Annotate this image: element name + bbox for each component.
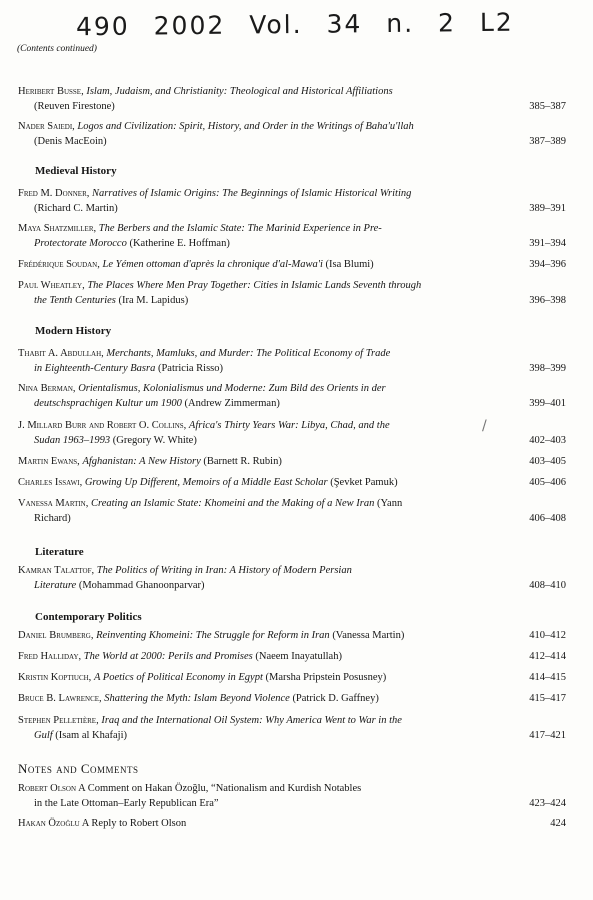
toc-entry (18, 563, 580, 593)
entry-line (18, 381, 580, 396)
entry-line (18, 84, 580, 99)
entry-reviewer: (Şevket Pamuk) (330, 477, 398, 488)
section-heading: Notes and Comments (18, 761, 139, 776)
entry-title: Shattering the Myth: Islam Beyond Violence (104, 693, 290, 704)
entry-title: A Reply to Robert Olson (81, 818, 187, 829)
handwritten-annotation: 490 2002 Vol. 34 n. 2 L2 (75, 7, 514, 42)
entry-title: Orientalismus, Kolonialismus und Moderne: Zum Bild des Orients in der (78, 383, 386, 394)
entry-line (18, 454, 580, 469)
toc-entry (18, 221, 580, 251)
entry-title-cont: Sudan 1963–1993 (34, 435, 111, 446)
pencil-mark: / (482, 418, 487, 434)
entry-author: Vanessa Martin, (18, 498, 89, 509)
entry-title-cont: Gulf (34, 730, 53, 741)
entry-pages: 406–408 (529, 513, 566, 524)
entry-line (18, 691, 580, 706)
entry-reviewer: (Ira M. Lapidus) (118, 295, 189, 306)
entry-title-cont: in Eighteenth-Century Basra (34, 363, 156, 374)
section-heading: Literature (35, 546, 84, 558)
entry-reviewer: (Yann (377, 498, 403, 509)
toc-entry (18, 691, 580, 706)
entry-author: Daniel Brumberg, (18, 630, 94, 641)
entry-line (18, 816, 580, 831)
entry-title: Narratives of Islamic Origins: The Beginnings of Islamic Historical Writing (92, 188, 412, 199)
entry-reviewer: (Vanessa Martin) (332, 630, 405, 641)
entry-reviewer: (Marsha Pripstein Posusney) (265, 672, 387, 683)
entry-line (18, 649, 580, 664)
entry-line-2 (18, 201, 580, 216)
entry-line (18, 563, 580, 578)
entry-pages: 424 (550, 818, 566, 829)
entry-pages: 385–387 (529, 101, 566, 112)
toc-entry (18, 346, 580, 376)
entry-pages: 387–389 (529, 136, 566, 147)
entry-author: Frédérique Soudan, (18, 259, 100, 270)
entry-author: Hakan Özoğlu (18, 818, 80, 829)
entry-reviewer: (Naeem Inayatullah) (255, 651, 342, 662)
entry-title: Growing Up Different, Memoirs of a Middle East Scholar (84, 477, 328, 488)
entry-title: Creating an Islamic State: Khomeini and the Making of a New Iran (91, 498, 375, 509)
entry-pages: 403–405 (529, 456, 566, 467)
entry-pages: 391–394 (529, 238, 566, 249)
entry-pages: 398–399 (529, 363, 566, 374)
entry-line (18, 186, 580, 201)
entry-line (18, 418, 580, 433)
entry-pages: 402–403 (529, 435, 566, 446)
entry-author: Fred Halliday, (18, 651, 82, 662)
entry-line (18, 781, 580, 796)
toc-entry (18, 713, 580, 743)
entry-title: Merchants, Mamluks, and Murder: The Political Economy of Trade (106, 348, 391, 359)
entry-reviewer: (Gregory W. White) (112, 435, 197, 446)
entry-line (18, 221, 580, 236)
toc-entry (18, 475, 580, 490)
toc-entry (18, 649, 580, 664)
entry-title: The Politics of Writing in Iran: A History of Modern Persian (96, 565, 352, 576)
entry-title: Reinventing Khomeini: The Struggle for Reform in Iran (96, 630, 330, 641)
entry-pages: 405–406 (529, 477, 566, 488)
entry-line-2: in the Late Ottoman–Early Republican Era” (34, 798, 219, 809)
entry-author: Kristin Koptiuch, (18, 672, 92, 683)
entry-title: The Places Where Men Pray Together: Cities in Islamic Lands Seventh through (87, 280, 422, 291)
toc-entry (18, 257, 580, 272)
entry-title-cont: Literature (34, 580, 77, 591)
entry-line-2 (18, 728, 580, 743)
toc-entry (18, 381, 580, 411)
entry-line (18, 119, 580, 134)
entry-pages: 423–424 (529, 798, 566, 809)
entry-line-2 (18, 578, 580, 593)
entry-line (18, 257, 580, 272)
entry-line (18, 713, 580, 728)
entry-pages: 399–401 (529, 398, 566, 409)
entry-line (18, 475, 580, 490)
entry-line (18, 278, 580, 293)
entry-reviewer: (Reuven Firestone) (34, 101, 115, 112)
section-heading: Medieval History (35, 165, 117, 177)
entry-line-2 (18, 433, 580, 448)
entry-author: Bruce B. Lawrence, (18, 693, 102, 704)
entry-title: The World at 2000: Perils and Promises (83, 651, 253, 662)
toc-entry (18, 781, 580, 811)
section-heading: Contemporary Politics (35, 611, 142, 623)
entry-pages: 417–421 (529, 730, 566, 741)
entry-author: Fred M. Donner, (18, 188, 90, 199)
entry-author: Heribert Busse, (18, 86, 84, 97)
entry-pages: 414–415 (529, 672, 566, 683)
entry-author: J. Millard Burr and Robert O. Collins, (18, 420, 187, 431)
contents-continued-label: (Contents continued) (17, 44, 97, 54)
entry-title: Le Yémen ottoman d'après la chronique d'al-Mawa'i (102, 259, 323, 270)
entry-title: Iraq and the International Oil System: Why America Went to War in the (101, 715, 402, 726)
toc-entry (18, 278, 580, 308)
entry-pages: 410–412 (529, 630, 566, 641)
entry-line (18, 346, 580, 361)
entry-author: Paul Wheatley, (18, 280, 85, 291)
toc-entry (18, 186, 580, 216)
entry-title: A Comment on Hakan Özoğlu, “Nationalism and Kurdish Notables (78, 783, 362, 794)
entry-title: A Poetics of Political Economy in Egypt (93, 672, 263, 683)
entry-title: Logos and Civilization: Spirit, History, and Order in the Writings of Baha'u'llah (77, 121, 414, 132)
entry-title: Africa's Thirty Years War: Libya, Chad, and the (188, 420, 390, 431)
entry-line-2 (18, 511, 580, 526)
entry-reviewer: (Patrick D. Gaffney) (292, 693, 379, 704)
entry-author: Nader Saiedi, (18, 121, 75, 132)
toc-entry (18, 454, 580, 469)
entry-reviewer: (Andrew Zimmerman) (184, 398, 280, 409)
entry-line-2 (18, 236, 580, 251)
entry-title: The Berbers and the Islamic State: The Marinid Experience in Pre- (98, 223, 382, 234)
entry-author: Robert Olson (18, 783, 77, 794)
entry-pages: 408–410 (529, 580, 566, 591)
entry-pages: 389–391 (529, 203, 566, 214)
entry-line (18, 496, 580, 511)
entry-author: Charles Issawi, (18, 477, 83, 488)
entry-line-2 (18, 396, 580, 411)
entry-title: Islam, Judaism, and Christianity: Theological and Historical Affiliations (86, 86, 393, 97)
entry-reviewer: (Isam al Khafaji) (55, 730, 128, 741)
entry-title: Afghanistan: A New History (82, 456, 201, 467)
entry-author: Nina Berman, (18, 383, 76, 394)
section-heading: Modern History (35, 325, 112, 337)
entry-reviewer: (Isa Blumi) (325, 259, 374, 270)
entry-line-2 (18, 293, 580, 308)
entry-author: Thabit A. Abdullah, (18, 348, 104, 359)
entry-reviewer-cont: Richard) (34, 513, 71, 524)
entry-author: Stephen Pelletière, (18, 715, 99, 726)
entry-reviewer: (Patricia Risso) (157, 363, 223, 374)
entry-line (18, 628, 580, 643)
entry-line-2 (18, 134, 580, 149)
entry-reviewer: (Richard C. Martin) (34, 203, 118, 214)
entry-title-cont: Protectorate Morocco (34, 238, 127, 249)
toc-entry (18, 816, 580, 831)
entry-reviewer: (Katherine E. Hoffman) (129, 238, 230, 249)
entry-reviewer: (Mohammad Ghanoonparvar) (78, 580, 205, 591)
entry-pages: 394–396 (529, 259, 566, 270)
entry-author: Maya Shatzmiller, (18, 223, 97, 234)
toc-entry (18, 628, 580, 643)
entry-pages: 396–398 (529, 295, 566, 306)
toc-entry (18, 418, 580, 448)
entry-line-2 (18, 99, 580, 114)
entry-author: Kamran Talattof, (18, 565, 95, 576)
toc-entry (18, 670, 580, 685)
entry-line (18, 670, 580, 685)
entry-title-cont: the Tenth Centuries (34, 295, 116, 306)
entry-reviewer: (Barnett R. Rubin) (203, 456, 282, 467)
entry-title-cont: deutschsprachigen Kultur um 1900 (34, 398, 182, 409)
toc-entry (18, 84, 580, 114)
entry-reviewer: (Denis MacEoin) (34, 136, 107, 147)
toc-entry (18, 496, 580, 526)
entry-author: Martin Ewans, (18, 456, 80, 467)
entry-line-2 (18, 361, 580, 376)
entry-pages: 412–414 (529, 651, 566, 662)
entry-pages: 415–417 (529, 693, 566, 704)
toc-entry (18, 119, 580, 149)
